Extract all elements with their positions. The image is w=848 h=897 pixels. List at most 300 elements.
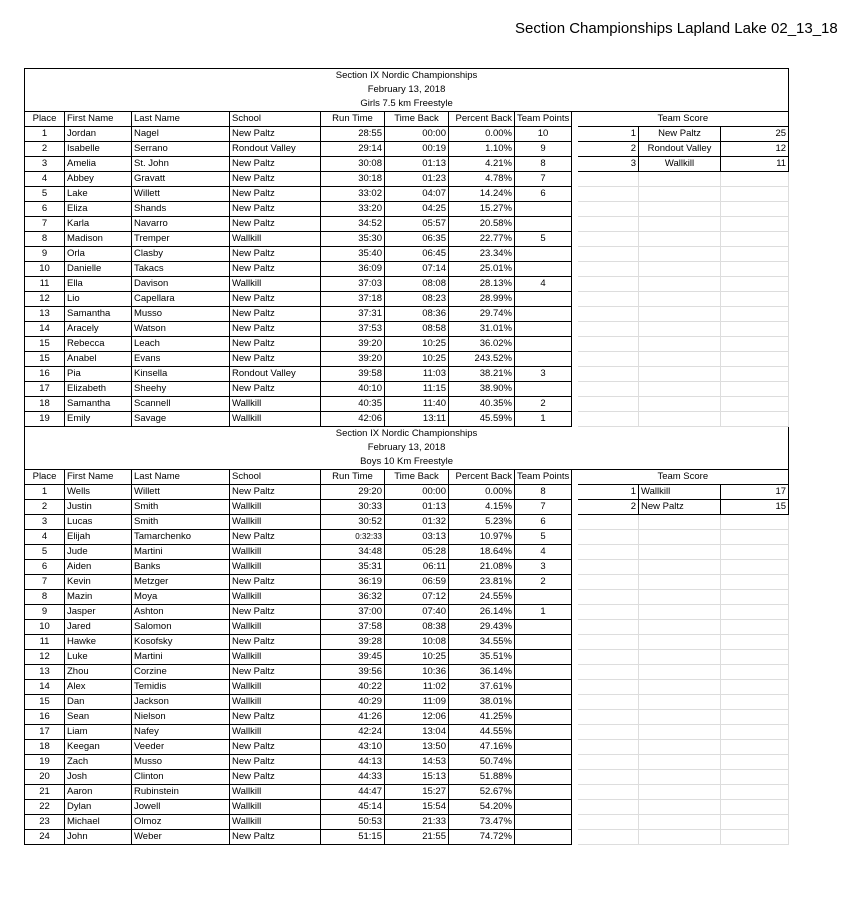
school-cell: Wallkill	[230, 232, 321, 247]
table-row	[25, 262, 789, 277]
boys-team-school: Wallkill	[639, 485, 721, 500]
column-header: Team Points	[515, 112, 572, 127]
run-time-cell: 37:31	[321, 307, 385, 322]
girls-team-rank	[578, 412, 639, 427]
girls-team-rank: 2	[578, 142, 639, 157]
girls-team-score	[721, 322, 789, 337]
column-header: Run Time	[321, 112, 385, 127]
run-time-cell: 39:56	[321, 665, 385, 680]
girls-team-score	[721, 277, 789, 292]
boys-team-rank	[578, 635, 639, 650]
time-back-cell: 07:12	[385, 590, 449, 605]
boys-team-score: 15	[721, 500, 789, 515]
run-time-cell: 29:14	[321, 142, 385, 157]
first-name-cell: Rebecca	[65, 337, 132, 352]
place-cell: 16	[25, 710, 65, 725]
girls-team-score	[721, 337, 789, 352]
column-header: First Name	[65, 470, 132, 485]
run-time-cell: 51:15	[321, 830, 385, 845]
first-name-cell: Lucas	[65, 515, 132, 530]
last-name-cell: Tamarchenko	[132, 530, 230, 545]
boys-team-school	[639, 530, 721, 545]
boys-team-score	[721, 695, 789, 710]
boys-team-rank	[578, 800, 639, 815]
time-back-cell: 07:14	[385, 262, 449, 277]
girls-team-score	[721, 262, 789, 277]
time-back-cell: 10:25	[385, 352, 449, 367]
first-name-cell: Josh	[65, 770, 132, 785]
boys-team-school	[639, 560, 721, 575]
percent-back-cell: 14.24%	[449, 187, 515, 202]
first-name-cell: Karla	[65, 217, 132, 232]
time-back-cell: 08:08	[385, 277, 449, 292]
girls-team-school	[639, 277, 721, 292]
column-header: Time Back	[385, 470, 449, 485]
place-cell: 16	[25, 367, 65, 382]
girls-team-rank	[578, 292, 639, 307]
girls-team-school	[639, 397, 721, 412]
school-cell: New Paltz	[230, 322, 321, 337]
boys-team-score: 17	[721, 485, 789, 500]
percent-back-cell: 4.21%	[449, 157, 515, 172]
place-cell: 21	[25, 785, 65, 800]
school-cell: New Paltz	[230, 352, 321, 367]
team-points-cell	[515, 620, 572, 635]
page-title: Section Championships Lapland Lake 02_13_18	[515, 20, 838, 37]
team-points-cell	[515, 262, 572, 277]
first-name-cell: Sean	[65, 710, 132, 725]
place-cell: 2	[25, 500, 65, 515]
team-points-cell: 8	[515, 485, 572, 500]
run-time-cell: 35:40	[321, 247, 385, 262]
team-points-cell	[515, 352, 572, 367]
run-time-cell: 40:10	[321, 382, 385, 397]
run-time-cell: 42:24	[321, 725, 385, 740]
team-points-cell	[515, 217, 572, 232]
time-back-cell: 11:03	[385, 367, 449, 382]
school-cell: Wallkill	[230, 695, 321, 710]
place-cell: 23	[25, 815, 65, 830]
table-row	[25, 695, 789, 710]
time-back-cell: 15:27	[385, 785, 449, 800]
boys-team-rank	[578, 815, 639, 830]
last-name-cell: Martini	[132, 545, 230, 560]
column-header: Run Time	[321, 470, 385, 485]
team-points-cell	[515, 755, 572, 770]
first-name-cell: Hawke	[65, 635, 132, 650]
place-cell: 11	[25, 635, 65, 650]
school-cell: New Paltz	[230, 157, 321, 172]
table-row	[25, 665, 789, 680]
run-time-cell: 44:13	[321, 755, 385, 770]
boys-team-rank	[578, 650, 639, 665]
run-time-cell: 39:20	[321, 337, 385, 352]
team-points-cell: 2	[515, 397, 572, 412]
column-header: First Name	[65, 112, 132, 127]
team-points-cell	[515, 770, 572, 785]
girls-team-score	[721, 202, 789, 217]
time-back-cell: 10:36	[385, 665, 449, 680]
girls-team-score: 12	[721, 142, 789, 157]
girls-team-school: New Paltz	[639, 127, 721, 142]
percent-back-cell: 34.55%	[449, 635, 515, 650]
first-name-cell: Lio	[65, 292, 132, 307]
last-name-cell: Shands	[132, 202, 230, 217]
team-points-cell: 5	[515, 232, 572, 247]
time-back-cell: 13:04	[385, 725, 449, 740]
run-time-cell: 40:35	[321, 397, 385, 412]
girls-team-rank: 1	[578, 127, 639, 142]
girls-team-school	[639, 352, 721, 367]
percent-back-cell: 41.25%	[449, 710, 515, 725]
school-cell: Wallkill	[230, 515, 321, 530]
boys-team-score	[721, 785, 789, 800]
table-row	[25, 725, 789, 740]
boys-team-rank	[578, 665, 639, 680]
team-points-cell	[515, 337, 572, 352]
boys-team-score	[721, 800, 789, 815]
time-back-cell: 01:13	[385, 500, 449, 515]
last-name-cell: Ashton	[132, 605, 230, 620]
time-back-cell: 00:19	[385, 142, 449, 157]
team-points-cell: 7	[515, 500, 572, 515]
place-cell: 4	[25, 172, 65, 187]
school-cell: Rondout Valley	[230, 142, 321, 157]
percent-back-cell: 29.43%	[449, 620, 515, 635]
boys-team-school	[639, 785, 721, 800]
boys-team-rank	[578, 605, 639, 620]
boys-event-name-row	[25, 455, 789, 470]
run-time-cell: 39:28	[321, 635, 385, 650]
school-cell: New Paltz	[230, 262, 321, 277]
boys-team-score	[721, 770, 789, 785]
last-name-cell: Temidis	[132, 680, 230, 695]
first-name-cell: Isabelle	[65, 142, 132, 157]
girls-team-school	[639, 382, 721, 397]
first-name-cell: Samantha	[65, 397, 132, 412]
table-row	[25, 500, 789, 515]
girls-team-score	[721, 412, 789, 427]
last-name-cell: Smith	[132, 515, 230, 530]
school-cell: New Paltz	[230, 202, 321, 217]
girls-team-rank	[578, 337, 639, 352]
school-cell: New Paltz	[230, 755, 321, 770]
percent-back-cell: 35.51%	[449, 650, 515, 665]
boys-team-rank	[578, 830, 639, 845]
school-cell: Wallkill	[230, 545, 321, 560]
school-cell: New Paltz	[230, 575, 321, 590]
percent-back-cell: 38.01%	[449, 695, 515, 710]
girls-team-school	[639, 202, 721, 217]
column-header: Last Name	[132, 112, 230, 127]
last-name-cell: Smith	[132, 500, 230, 515]
run-time-cell: 43:10	[321, 740, 385, 755]
boys-team-school	[639, 590, 721, 605]
percent-back-cell: 50.74%	[449, 755, 515, 770]
time-back-cell: 06:59	[385, 575, 449, 590]
time-back-cell: 13:50	[385, 740, 449, 755]
girls-team-school	[639, 322, 721, 337]
boys-team-score	[721, 515, 789, 530]
boys-team-school	[639, 665, 721, 680]
column-header: School	[230, 470, 321, 485]
boys-team-school	[639, 650, 721, 665]
time-back-cell: 07:40	[385, 605, 449, 620]
school-cell: New Paltz	[230, 337, 321, 352]
column-header: Team Points	[515, 470, 572, 485]
last-name-cell: Takacs	[132, 262, 230, 277]
school-cell: Wallkill	[230, 412, 321, 427]
column-header: Last Name	[132, 470, 230, 485]
first-name-cell: Zhou	[65, 665, 132, 680]
first-name-cell: Dylan	[65, 800, 132, 815]
boys-team-score	[721, 725, 789, 740]
boys-team-rank	[578, 680, 639, 695]
school-cell: New Paltz	[230, 605, 321, 620]
girls-team-rank	[578, 352, 639, 367]
girls-team-score	[721, 382, 789, 397]
place-cell: 15	[25, 352, 65, 367]
run-time-cell: 29:20	[321, 485, 385, 500]
boys-team-rank	[578, 725, 639, 740]
run-time-cell: 36:32	[321, 590, 385, 605]
boys-team-school	[639, 545, 721, 560]
percent-back-cell: 22.77%	[449, 232, 515, 247]
place-cell: 15	[25, 337, 65, 352]
girls-team-school: Wallkill	[639, 157, 721, 172]
school-cell: Wallkill	[230, 590, 321, 605]
school-cell: New Paltz	[230, 307, 321, 322]
team-points-cell	[515, 307, 572, 322]
girls-team-score-header: Team Score	[578, 112, 789, 127]
place-cell: 24	[25, 830, 65, 845]
time-back-cell: 10:08	[385, 635, 449, 650]
boys-header-row	[25, 470, 789, 485]
school-cell: New Paltz	[230, 635, 321, 650]
time-back-cell: 01:13	[385, 157, 449, 172]
boys-team-score	[721, 560, 789, 575]
place-cell: 1	[25, 485, 65, 500]
last-name-cell: Clinton	[132, 770, 230, 785]
girls-team-school	[639, 292, 721, 307]
last-name-cell: Leach	[132, 337, 230, 352]
table-row	[25, 202, 789, 217]
boys-team-rank	[578, 590, 639, 605]
team-points-cell: 7	[515, 172, 572, 187]
team-points-cell: 4	[515, 545, 572, 560]
percent-back-cell: 45.59%	[449, 412, 515, 427]
percent-back-cell: 38.21%	[449, 367, 515, 382]
table-row	[25, 815, 789, 830]
table-row	[25, 605, 789, 620]
girls-team-rank	[578, 202, 639, 217]
school-cell: New Paltz	[230, 830, 321, 845]
first-name-cell: Jared	[65, 620, 132, 635]
boys-team-school	[639, 770, 721, 785]
boys-team-school	[639, 815, 721, 830]
team-points-cell: 10	[515, 127, 572, 142]
percent-back-cell: 40.35%	[449, 397, 515, 412]
last-name-cell: Evans	[132, 352, 230, 367]
girls-team-school	[639, 172, 721, 187]
percent-back-cell: 44.55%	[449, 725, 515, 740]
boys-team-school	[639, 575, 721, 590]
team-points-cell	[515, 202, 572, 217]
girls-team-score	[721, 247, 789, 262]
last-name-cell: Musso	[132, 307, 230, 322]
girls-event-name-row	[25, 97, 789, 112]
table-row	[25, 187, 789, 202]
last-name-cell: Nielson	[132, 710, 230, 725]
girls-team-score	[721, 172, 789, 187]
percent-back-cell: 28.99%	[449, 292, 515, 307]
last-name-cell: Davison	[132, 277, 230, 292]
time-back-cell: 11:09	[385, 695, 449, 710]
team-points-cell	[515, 292, 572, 307]
run-time-cell: 33:20	[321, 202, 385, 217]
last-name-cell: Corzine	[132, 665, 230, 680]
first-name-cell: Pia	[65, 367, 132, 382]
table-row	[25, 635, 789, 650]
boys-team-score	[721, 590, 789, 605]
boys-team-score	[721, 680, 789, 695]
table-row	[25, 830, 789, 845]
girls-team-school: Rondout Valley	[639, 142, 721, 157]
time-back-cell: 11:15	[385, 382, 449, 397]
first-name-cell: Samantha	[65, 307, 132, 322]
time-back-cell: 10:25	[385, 337, 449, 352]
first-name-cell: Alex	[65, 680, 132, 695]
results-sheet	[24, 68, 789, 845]
place-cell: 10	[25, 262, 65, 277]
table-row	[25, 530, 789, 545]
last-name-cell: Nafey	[132, 725, 230, 740]
table-row	[25, 217, 789, 232]
percent-back-cell: 243.52%	[449, 352, 515, 367]
first-name-cell: Abbey	[65, 172, 132, 187]
girls-team-rank: 3	[578, 157, 639, 172]
boys-team-rank	[578, 785, 639, 800]
percent-back-cell: 23.34%	[449, 247, 515, 262]
place-cell: 6	[25, 202, 65, 217]
time-back-cell: 11:40	[385, 397, 449, 412]
first-name-cell: Lake	[65, 187, 132, 202]
school-cell: New Paltz	[230, 382, 321, 397]
boys-event-date: February 13, 2018	[25, 441, 789, 455]
percent-back-cell: 28.13%	[449, 277, 515, 292]
time-back-cell: 08:23	[385, 292, 449, 307]
girls-team-school	[639, 187, 721, 202]
girls-team-school	[639, 217, 721, 232]
school-cell: New Paltz	[230, 127, 321, 142]
table-row	[25, 650, 789, 665]
time-back-cell: 14:53	[385, 755, 449, 770]
percent-back-cell: 10.97%	[449, 530, 515, 545]
girls-section-title-row	[25, 69, 789, 84]
percent-back-cell: 24.55%	[449, 590, 515, 605]
time-back-cell: 15:54	[385, 800, 449, 815]
column-header: Place	[25, 470, 65, 485]
girls-team-rank	[578, 172, 639, 187]
boys-team-score	[721, 620, 789, 635]
school-cell: New Paltz	[230, 217, 321, 232]
percent-back-cell: 74.72%	[449, 830, 515, 845]
run-time-cell: 37:03	[321, 277, 385, 292]
table-row	[25, 292, 789, 307]
school-cell: New Paltz	[230, 770, 321, 785]
girls-team-school	[639, 307, 721, 322]
table-row	[25, 545, 789, 560]
last-name-cell: Sheehy	[132, 382, 230, 397]
run-time-cell: 39:58	[321, 367, 385, 382]
first-name-cell: Dan	[65, 695, 132, 710]
place-cell: 6	[25, 560, 65, 575]
boys-team-school	[639, 725, 721, 740]
percent-back-cell: 51.88%	[449, 770, 515, 785]
percent-back-cell: 23.81%	[449, 575, 515, 590]
girls-team-rank	[578, 232, 639, 247]
team-points-cell: 1	[515, 605, 572, 620]
boys-team-score	[721, 650, 789, 665]
percent-back-cell: 47.16%	[449, 740, 515, 755]
boys-team-score	[721, 815, 789, 830]
table-row	[25, 142, 789, 157]
team-points-cell: 6	[515, 515, 572, 530]
team-points-cell	[515, 322, 572, 337]
team-points-cell	[515, 382, 572, 397]
place-cell: 11	[25, 277, 65, 292]
team-points-cell	[515, 800, 572, 815]
percent-back-cell: 25.01%	[449, 262, 515, 277]
last-name-cell: Musso	[132, 755, 230, 770]
school-cell: Wallkill	[230, 277, 321, 292]
boys-team-rank	[578, 740, 639, 755]
time-back-cell: 06:11	[385, 560, 449, 575]
run-time-cell: 44:47	[321, 785, 385, 800]
place-cell: 13	[25, 307, 65, 322]
boys-team-score	[721, 530, 789, 545]
boys-team-school	[639, 515, 721, 530]
boys-team-score-header: Team Score	[578, 470, 789, 485]
team-points-cell: 5	[515, 530, 572, 545]
boys-team-school	[639, 680, 721, 695]
first-name-cell: Eliza	[65, 202, 132, 217]
last-name-cell: Watson	[132, 322, 230, 337]
team-points-cell: 9	[515, 142, 572, 157]
run-time-cell: 40:22	[321, 680, 385, 695]
boys-team-score	[721, 755, 789, 770]
table-row	[25, 397, 789, 412]
time-back-cell: 04:25	[385, 202, 449, 217]
school-cell: New Paltz	[230, 740, 321, 755]
team-points-cell	[515, 695, 572, 710]
boys-team-rank	[578, 545, 639, 560]
time-back-cell: 00:00	[385, 127, 449, 142]
last-name-cell: Willett	[132, 187, 230, 202]
boys-event-name: Boys 10 Km Freestyle	[25, 455, 789, 470]
run-time-cell: 37:18	[321, 292, 385, 307]
team-points-cell: 2	[515, 575, 572, 590]
table-row	[25, 800, 789, 815]
place-cell: 12	[25, 292, 65, 307]
team-points-cell: 8	[515, 157, 572, 172]
run-time-cell: 34:48	[321, 545, 385, 560]
boys-event-date-row	[25, 441, 789, 455]
team-points-cell	[515, 725, 572, 740]
place-cell: 17	[25, 382, 65, 397]
place-cell: 22	[25, 800, 65, 815]
table-row	[25, 277, 789, 292]
